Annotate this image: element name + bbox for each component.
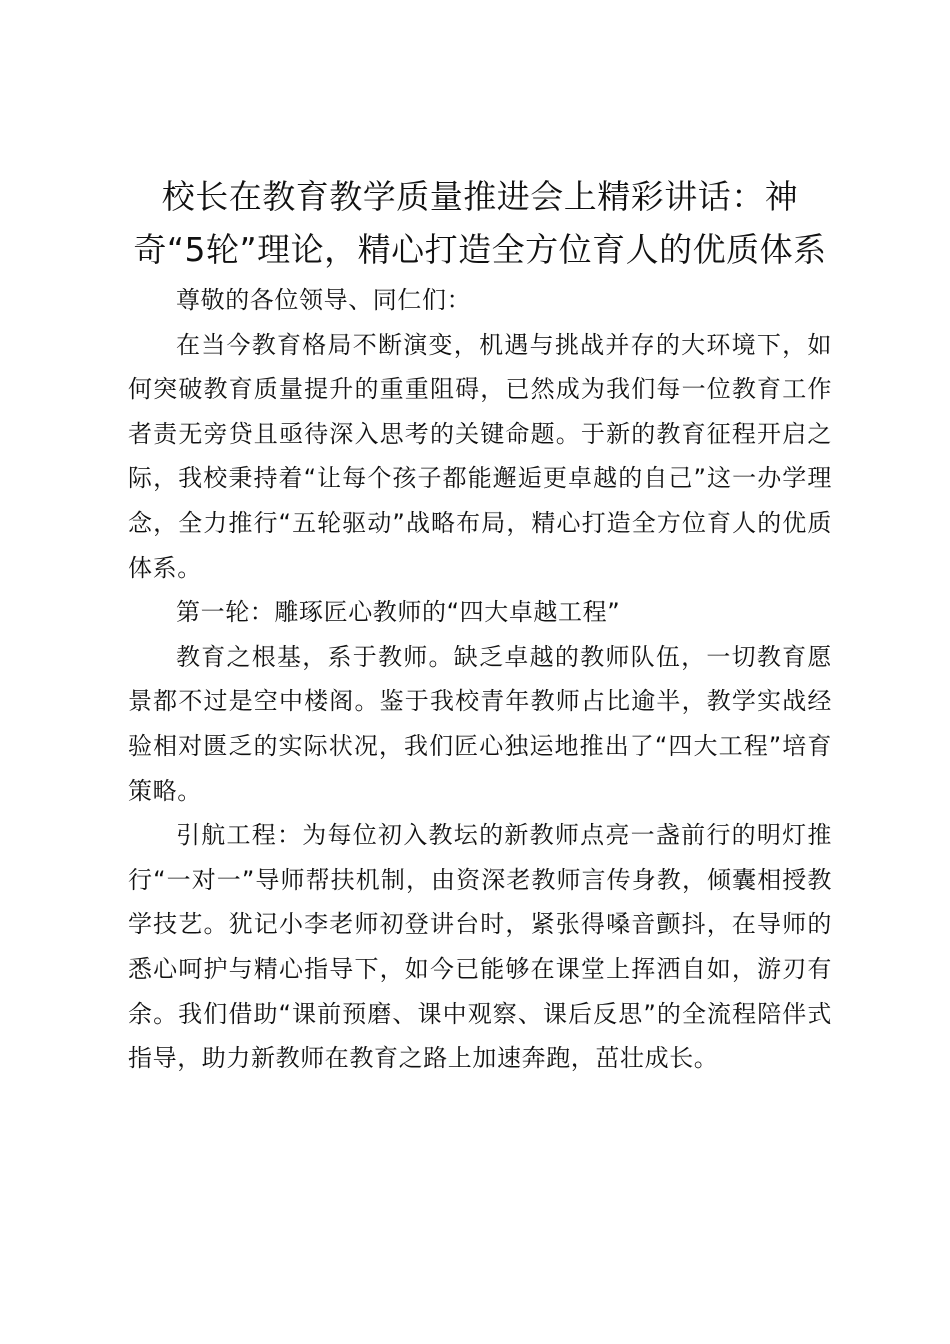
paragraph-teacher-foundation: 教育之根基，系于教师。缺乏卓越的教师队伍，一切教育愿景都不过是空中楼阁。鉴于我校青年教师占比逾半，教学实战经验相对匮乏的实际状况，我们匠心独运地推出了“四大工程”培育策略。 [128,642,832,805]
paragraph-intro: 在当今教育格局不断演变，机遇与挑战并存的大环境下，如何突破教育质量提升的重重阻碍，已然成为我们每一位教育工作者责无旁贷且亟待深入思考的关键命题。于新的教育征程开启之际，我校秉持着“让每个孩子都能邂逅更卓越的自己”这一办学理念，全力推行“五轮驱动”战略布局，精心打造全方位育人的优质体系。 [128,330,832,582]
paragraph-mentoring-project: 引航工程：为每位初入教坛的新教师点亮一盏前行的明灯推行“一对一”导师帮扶机制，由资深老教师言传身教，倾囊相授教学技艺。犹记小李老师初登讲台时，紧张得嗓音颤抖，在导师的悉心呵护与精心指导下，如今已能够在课堂上挥洒自如，游刃有余。我们借助“课前预磨、课中观察、课后反思”的全流程陪伴式指导，助力新教师在教育之路上加速奔跑，茁壮成长。 [128,821,832,1073]
paragraph-greeting: 尊敬的各位领导、同仁们： [176,286,472,314]
document-title: 校长在教育教学质量推进会上精彩讲话：神奇“5轮”理论，精心打造全方位育人的优质体系 [133,177,827,269]
paragraph-section-heading: 第一轮：雕琢匠心教师的“四大卓越工程” [176,598,621,627]
document-page [128,170,832,1081]
